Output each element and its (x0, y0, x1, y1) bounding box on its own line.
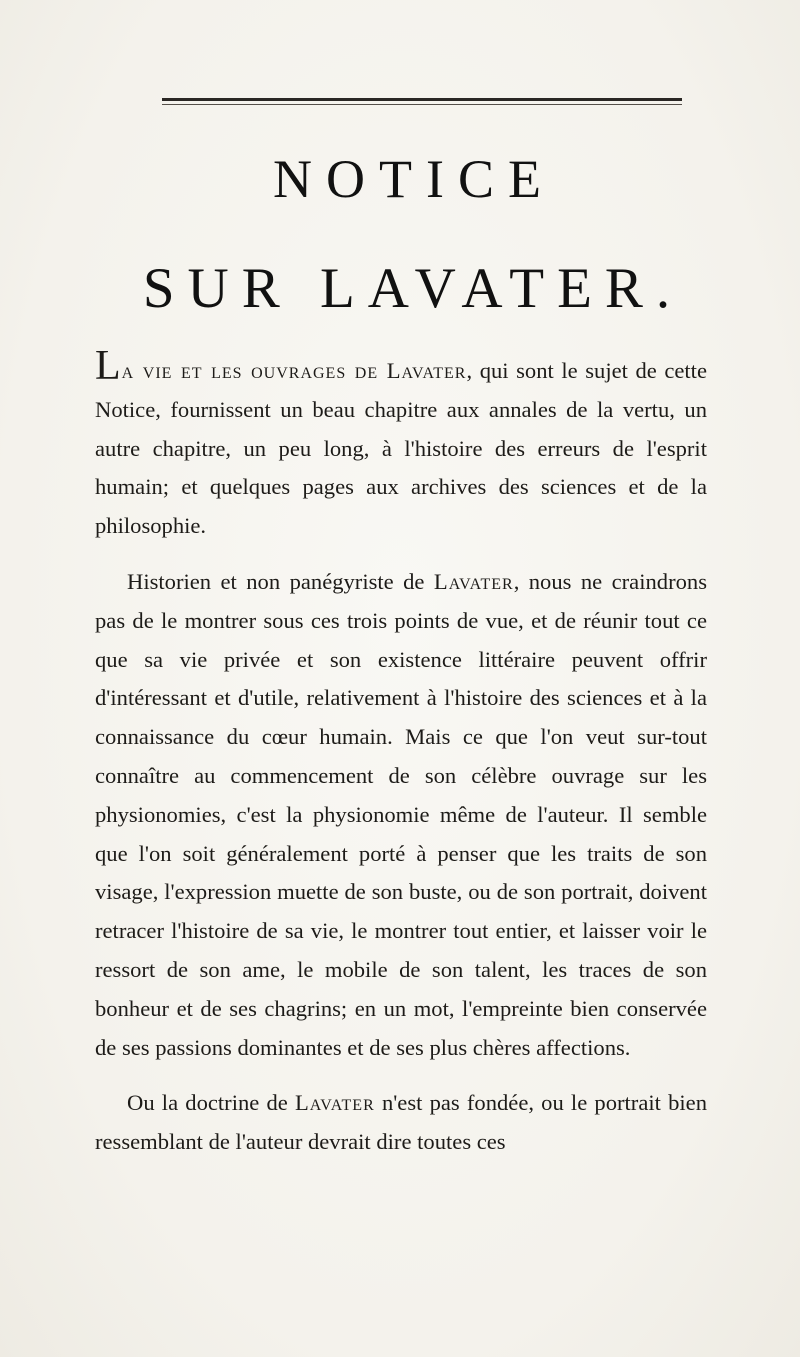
paragraph-2-opening: Historien et non panégyriste de (127, 568, 434, 594)
name-lavater: Lavater (433, 568, 514, 594)
paragraph-3-opening: Ou la doctrine de (127, 1090, 295, 1116)
drop-cap: L (95, 343, 121, 389)
title-line-1: NOTICE (273, 149, 555, 209)
name-lavater: Lavater (386, 358, 467, 383)
body-text (95, 343, 707, 1179)
name-lavater: Lavater (294, 1090, 375, 1116)
header-rule-thin (162, 104, 682, 105)
paragraph-1-text: , qui sont le sujet de cette Notice, fournissent un beau chapitre aux annales de la vertu, un autre chapitre, un peu long, à l'histoire des erreurs de l'esprit humain; et quelques pages aux archives des sciences et de la philosophie. (95, 358, 707, 539)
paragraph-3 (95, 1084, 707, 1162)
paragraph-2-text: , nous ne craindrons pas de le montrer sous ces trois points de vue, et de réunir tout ce que sa vie privée et son existence littéraire peuvent offrir d'intéressant et d'utile, relativement à l'histoire des sciences et à la connaissance du cœur humain. Mais ce que l'on veut sur-tout connaître au commencement de son célèbre ouvrage sur les physionomies, c'est la physionomie même de l'auteur. Il semble que l'on soit généralement porté à penser que les traits de son visage, l'expression muette de son buste, ou de son portrait, doivent retracer l'histoire de sa vie, le montrer tout entier, et laisser voir le ressort de son ame, le mobile de son talent, les traces de son bonheur et de ses chagrins; en un mot, l'empreinte bien conservée de ses passions dominantes et de ses plus chères affections. (95, 568, 707, 1060)
paragraph-3-text: n'est pas fondée, ou le portrait bien ressemblant de l'auteur devrait dire toutes ces (95, 1090, 707, 1155)
title-line-2: SUR LAVATER. (142, 257, 684, 320)
paragraph-2 (95, 563, 707, 1067)
paragraph-1 (95, 343, 707, 546)
header-rule-thick (162, 98, 682, 101)
paragraph-1-opening: a vie et les ouvrages de (121, 358, 387, 383)
